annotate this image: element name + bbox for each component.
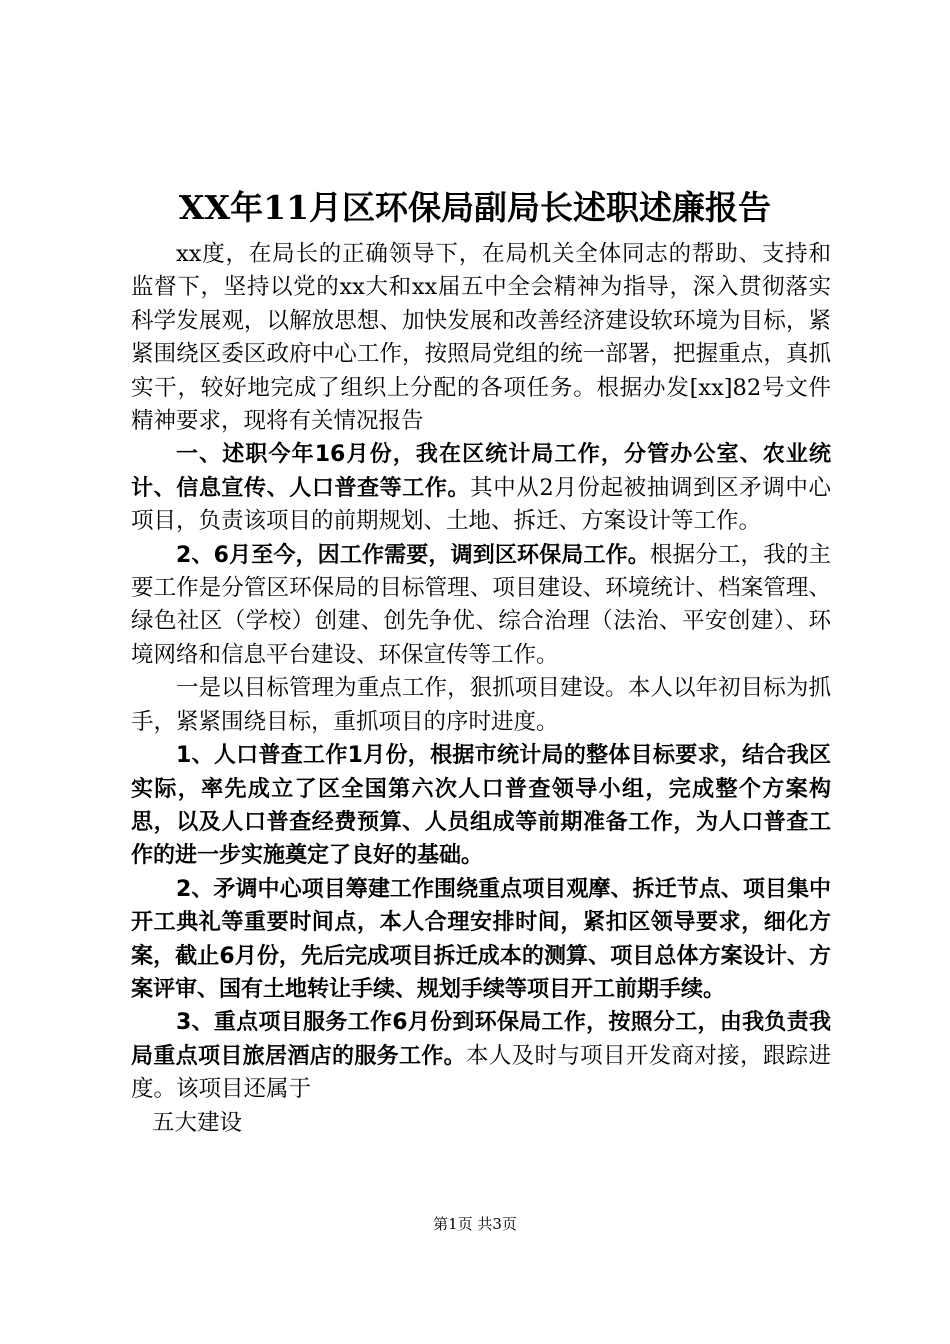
paragraph-heading: 2、6月至今，因工作需要，调到区环保局工作。: [176, 542, 650, 568]
document-title: XX年11月区环保局副局长述职述廉报告: [178, 188, 772, 227]
paragraph-section-1: [131, 438, 831, 538]
paragraph-target-management: [131, 672, 831, 739]
paragraph-item-3: [131, 1006, 831, 1106]
paragraph-section-2: [131, 539, 831, 673]
paragraph-heading: 一、述职今年16月份，我在区统计局工作，分管办公室、农业统计、信息宣传、人口普查等工作。: [131, 442, 831, 501]
paragraph-item-2: [131, 873, 831, 1007]
paragraph-heading: 3、重点项目服务工作6月份到环保局工作，按照分工，由我负责我局重点项目旅居酒店的服务工作。: [131, 1010, 831, 1069]
paragraph-item-1: [131, 739, 831, 873]
paragraph-text: xx度，在局长的正确领导下，在局机关全体同志的帮助、支持和监督下，坚持以党的xx大和xx届五中全会精神为指导，深入贯彻落实科学发展观，以解放思想、加快发展和改善经济建设软环境为目标，紧紧围绕区委区政府中心工作，按照局党组的统一部署，把握重点，真抓实干，较好地完成了组织上分配的各项任务。根据办发[xx]82号文件精神要求，现将有关情况报告: [131, 241, 831, 435]
paragraph-heading: 2、矛调中心项目筹建工作围绕重点项目观摩、拆迁节点、项目集中开工典礼等重要时间点，本人合理安排时间，紧扣区领导要求，细化方案，截止6月份，先后完成项目拆迁成本的测算、项目总体方案设计、方案评审、国有土地转让手续、规划手续等项目开工前期手续。: [131, 876, 831, 1002]
paragraph-text: 其中从2月份起被抽调到区矛调中心项目，负责该项目的前期规划、土地、拆迁、方案设计等工作。: [131, 474, 831, 535]
page-number-footer: 第1页 共3页: [433, 1215, 517, 1233]
paragraph-heading: 1、人口普查工作1月份，根据市统计局的整体目标要求，结合我区实际，率先成立了区全国第六次人口普查领导小组，完成整个方案构思，以及人口普查经费预算、人员组成等前期准备工作，为人口普查工作的进一步实施奠定了良好的基础。: [131, 743, 831, 869]
paragraph-intro: [131, 238, 831, 438]
paragraph-text: 根据分工，我的主要工作是分管区环保局的目标管理、项目建设、环境统计、档案管理、绿色社区（学校）创建、创先争优、综合治理（法治、平安创建）、环境网络和信息平台建设、环保宣传等工作。: [131, 541, 831, 668]
paragraph-text: 一是以目标管理为重点工作，狠抓项目建设。本人以年初目标为抓手，紧紧围绕目标，重抓项目的序时进度。: [131, 675, 831, 735]
paragraph-tail: 五大建设: [152, 1109, 243, 1136]
paragraph-text: 本人及时与项目开发商对接，跟踪进度。该项目还属于: [131, 1042, 831, 1103]
document-body: [131, 238, 831, 1140]
